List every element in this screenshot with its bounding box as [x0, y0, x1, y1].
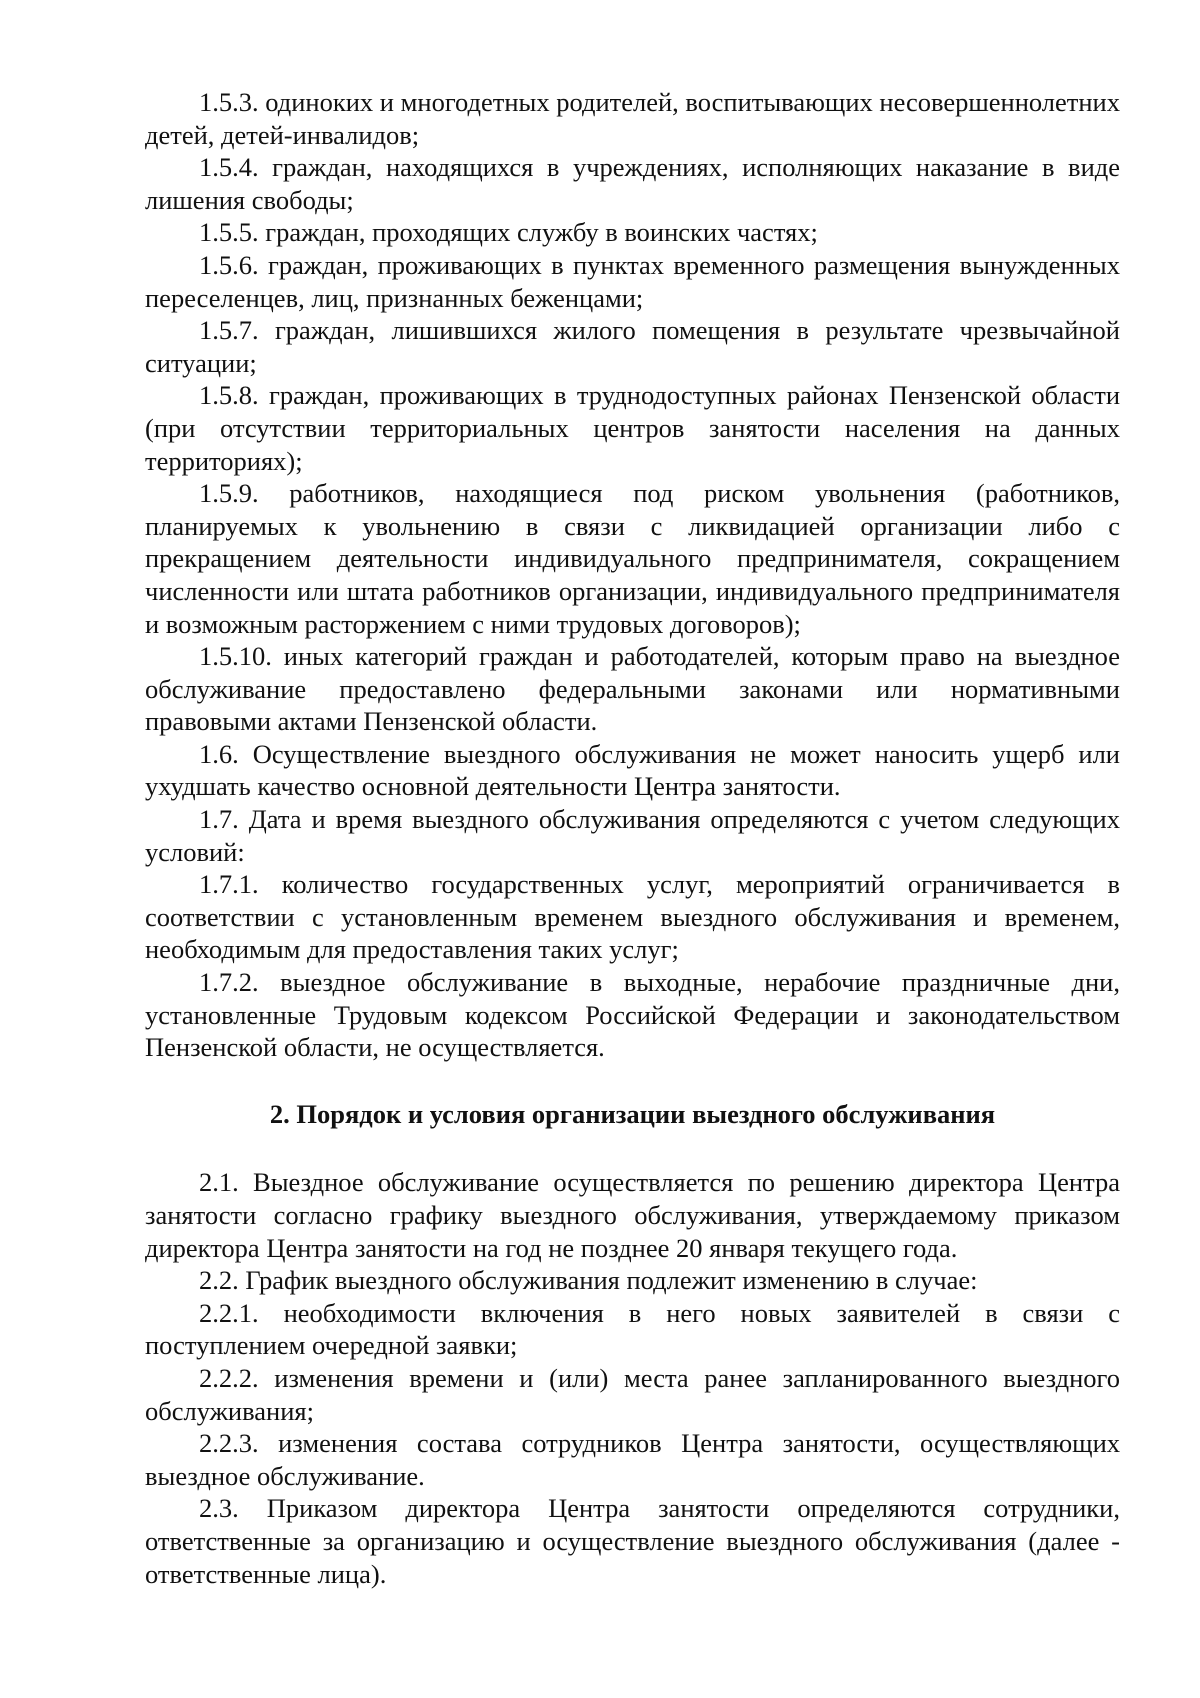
document-page [145, 86, 1120, 1590]
paragraph-1-6: 1.6. Осуществление выездного обслуживания не может наносить ущерб или ухудшать качество основной деятельности Центра занятости. [145, 738, 1120, 802]
paragraph-1-5-5: 1.5.5. граждан, проходящих службу в воинских частях; [199, 217, 818, 248]
paragraph-1-7-2: 1.7.2. выездное обслуживание в выходные, нерабочие праздничные дни, установленные Трудовым кодексом Российской Федерации и законодательством Пензенской области, не осуществляется. [145, 967, 1120, 1063]
paragraph-1-5-6: 1.5.6. граждан, проживающих в пунктах временного размещения вынужденных переселенцев, лиц, признанных беженцами; [145, 249, 1120, 313]
paragraph-1-5-7: 1.5.7. граждан, лишившихся жилого помещения в результате чрезвычайной ситуации; [145, 315, 1120, 378]
paragraph-1-5-3: 1.5.3. одиноких и многодетных родителей, воспитывающих несовершеннолетних детей, детей-инвалидов; [145, 87, 1120, 150]
paragraph-2-2-3: 2.2.3. изменения состава сотрудников Центра занятости, осуществляющих выездное обслуживание. [145, 1428, 1120, 1491]
section-heading: 2. Порядок и условия организации выездного обслуживания [269, 1098, 996, 1129]
paragraph-1-7-1: 1.7.1. количество государственных услуг, мероприятий ограничивается в соответствии с установленным временем выездного обслуживания и временем, необходимым для предоставления таких услуг; [145, 869, 1120, 965]
paragraph-2-3: 2.3. Приказом директора Центра занятости определяются сотрудники, ответственные за организацию и осуществление выездного обслуживания (далее - ответственные лица). [145, 1493, 1120, 1589]
paragraph-2-1: 2.1. Выездное обслуживание осуществляется по решению директора Центра занятости согласно графику выездного обслуживания, утверждаемому приказом директора Центра занятости на год не позднее 20 января текущего года. [145, 1167, 1120, 1263]
paragraph-1-5-8: 1.5.8. граждан, проживающих в труднодоступных районах Пензенской области (при отсутствии территориальных центров занятости населения на данных территориях); [145, 380, 1120, 476]
paragraph-1-5-9: 1.5.9. работников, находящиеся под риском увольнения (работников, планируемых к увольнению в связи с ликвидацией организации либо с прекращением деятельности индивидуального предпринимателя, сокращением численности или штата работников организации, индивидуального предпринимателя и возможным расторжением с ними трудовых договоров); [145, 478, 1120, 639]
paragraph-2-2: 2.2. График выездного обслуживания подлежит изменению в случае: [199, 1265, 978, 1296]
paragraph-2-2-2: 2.2.2. изменения времени и (или) места ранее запланированного выездного обслуживания; [145, 1362, 1120, 1426]
paragraph-1-5-10: 1.5.10. иных категорий граждан и работодателей, которым право на выездное обслуживание предоставлено федеральными законами или нормативными правовыми актами Пензенской области. [145, 641, 1120, 737]
paragraph-1-5-4: 1.5.4. граждан, находящихся в учреждениях, исполняющих наказание в виде лишения свободы; [145, 152, 1120, 215]
paragraph-1-7: 1.7. Дата и время выездного обслуживания определяются с учетом следующих условий: [145, 804, 1120, 867]
paragraph-2-2-1: 2.2.1. необходимости включения в него новых заявителей в связи с поступлением очередной заявки; [145, 1297, 1120, 1361]
